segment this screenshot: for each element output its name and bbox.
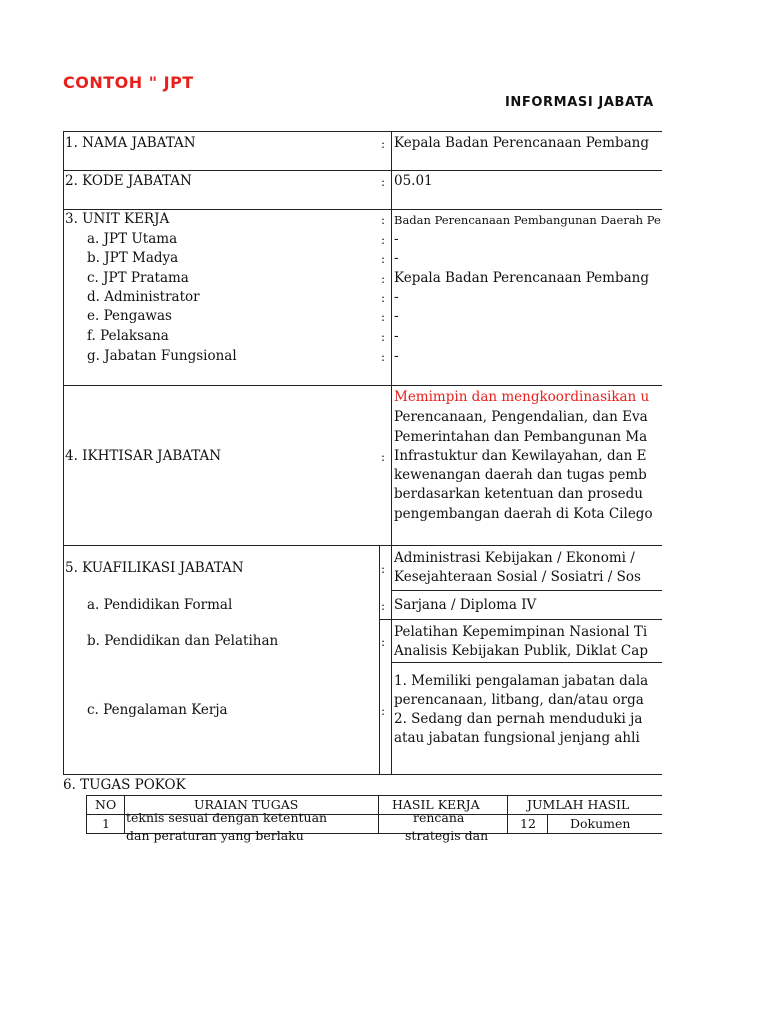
pelaksana-value: - xyxy=(394,328,399,344)
th-hasil: HASIL KERJA xyxy=(392,797,480,812)
jpt-utama-label: a. JPT Utama xyxy=(87,231,178,247)
pendidikan-formal-value: Sarjana / Diploma IV xyxy=(394,597,537,613)
pengawas-label: e. Pengawas xyxy=(87,308,172,324)
pendidikan-formal-label: a. Pendidikan Formal xyxy=(87,597,233,613)
th-uraian: URAIAN TUGAS xyxy=(194,797,299,812)
pelatihan-line: Pelatihan Kepemimpinan Nasional Ti xyxy=(394,624,648,640)
jpt-madya-value: - xyxy=(394,250,399,266)
colon: : xyxy=(381,137,386,151)
td-uraian-line: teknis sesuai dengan ketentuan xyxy=(126,810,328,825)
tugas-pokok-label: 6. TUGAS POKOK xyxy=(63,777,186,793)
colon: : xyxy=(381,704,386,718)
td-uraian-line: dan peraturan yang berlaku xyxy=(126,828,304,843)
jabatan-fungsional-label: g. Jabatan Fungsional xyxy=(87,348,237,364)
administrator-label: d. Administrator xyxy=(87,289,200,305)
colon: : xyxy=(381,291,386,305)
ikhtisar-label: 4. IKHTISAR JABATAN xyxy=(65,448,222,464)
kode-jabatan-value: 05.01 xyxy=(394,173,433,189)
td-jumlah: 12 xyxy=(520,816,536,831)
ikhtisar-line: pengembangan daerah di Kota Cilego xyxy=(394,506,653,522)
jpt-utama-value: - xyxy=(394,231,399,247)
nama-jabatan-label: 1. NAMA JABATAN xyxy=(65,135,196,151)
colon: : xyxy=(381,599,386,613)
pengalaman-line: 1. Memiliki pengalaman jabatan dala xyxy=(394,673,649,689)
kualifikasi-label: 5. KUAFILIKASI JABATAN xyxy=(65,560,244,576)
td-hasil-line: rencana xyxy=(413,810,465,825)
colon: : xyxy=(381,450,386,464)
example-title: CONTOH " JPT xyxy=(63,73,194,92)
ikhtisar-line: Memimpin dan mengkoordinasikan u xyxy=(394,389,650,405)
pengalaman-line: 2. Sedang dan pernah menduduki ja xyxy=(394,711,643,727)
colon: : xyxy=(381,233,386,247)
colon: : xyxy=(381,272,386,286)
th-jumlah: JUMLAH HASIL xyxy=(527,797,630,812)
pelaksana-label: f. Pelaksana xyxy=(87,328,169,344)
ikhtisar-line: kewenangan daerah dan tugas pemb xyxy=(394,467,647,483)
colon: : xyxy=(381,350,386,364)
jpt-madya-label: b. JPT Madya xyxy=(87,250,179,266)
pelatihan-line: Analisis Kebijakan Publik, Diklat Cap xyxy=(394,643,648,659)
pengalaman-line: atau jabatan fungsional jenjang ahli xyxy=(394,730,640,746)
pengalaman-label: c. Pengalaman Kerja xyxy=(87,702,228,718)
administrator-value: - xyxy=(394,289,399,305)
kualifikasi-line: Administrasi Kebijakan / Ekonomi / xyxy=(394,550,635,566)
unit-kerja-value: Badan Perencanaan Pembangunan Daerah Pe xyxy=(394,213,661,227)
pengawas-value: - xyxy=(394,308,399,324)
td-no: 1 xyxy=(102,816,110,831)
jpt-pratama-value: Kepala Badan Perencanaan Pembang xyxy=(394,270,649,286)
nama-jabatan-value: Kepala Badan Perencanaan Pembang xyxy=(394,135,649,151)
colon: : xyxy=(381,562,386,576)
td-satuan: Dokumen xyxy=(570,816,631,831)
ikhtisar-line: Infrastuktur dan Kewilayahan, dan E xyxy=(394,448,647,464)
pelatihan-label: b. Pendidikan dan Pelatihan xyxy=(87,633,279,649)
colon: : xyxy=(381,175,386,189)
info-title: INFORMASI JABATA xyxy=(505,95,654,110)
colon: : xyxy=(381,330,386,344)
unit-kerja-label: 3. UNIT KERJA xyxy=(65,211,170,227)
ikhtisar-line: Perencanaan, Pengendalian, dan Eva xyxy=(394,409,648,425)
pengalaman-line: perencanaan, litbang, dan/atau orga xyxy=(394,692,644,708)
colon: : xyxy=(381,213,386,227)
colon: : xyxy=(381,252,386,266)
ikhtisar-line: berdasarkan ketentuan dan prosedu xyxy=(394,486,644,502)
colon: : xyxy=(381,635,386,649)
th-no: NO xyxy=(95,797,117,812)
kode-jabatan-label: 2. KODE JABATAN xyxy=(65,173,192,189)
jabatan-fungsional-value: - xyxy=(394,348,399,364)
kualifikasi-line: Kesejahteraan Sosial / Sosiatri / Sos xyxy=(394,569,641,585)
td-hasil-line: strategis dan xyxy=(405,828,489,843)
ikhtisar-line: Pemerintahan dan Pembangunan Ma xyxy=(394,429,648,445)
colon: : xyxy=(381,310,386,324)
jpt-pratama-label: c. JPT Pratama xyxy=(87,270,189,286)
